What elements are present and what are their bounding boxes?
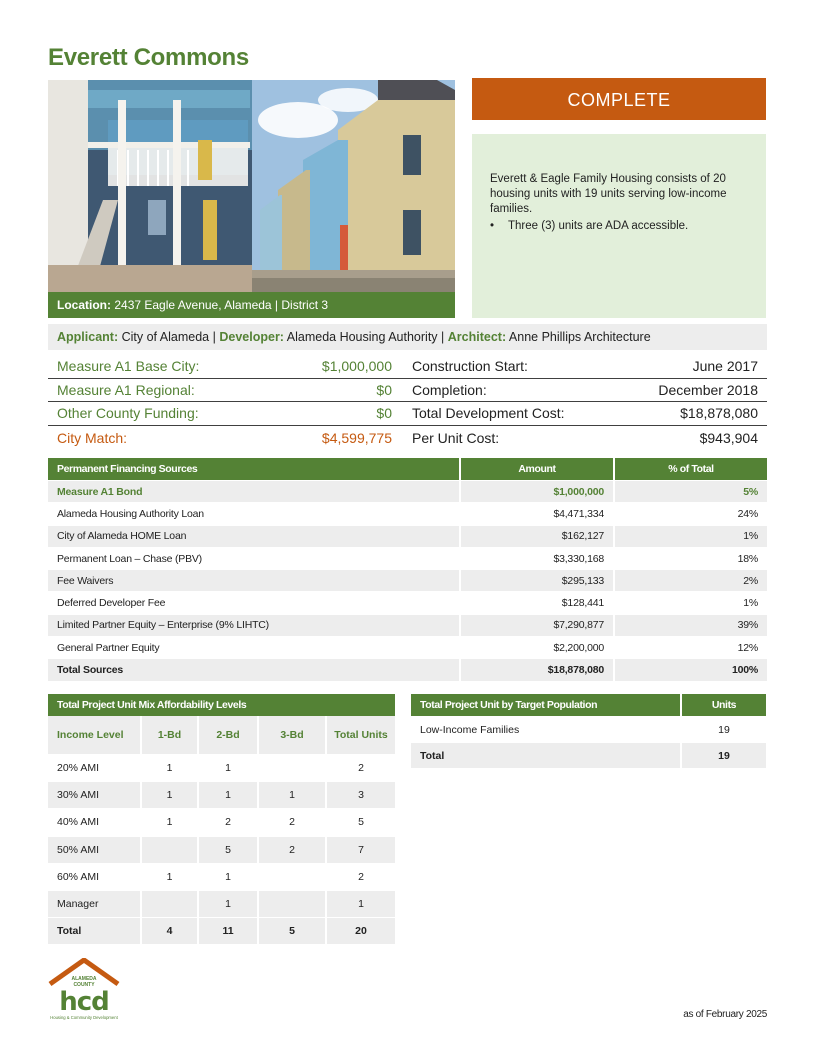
milestone-value: June 2017 (692, 358, 758, 374)
column-header: % of Total (614, 458, 767, 481)
financing-table (48, 458, 767, 681)
table-row (48, 503, 767, 525)
table-row (48, 863, 395, 890)
income-level-cell: 20% AMI (48, 755, 141, 782)
description-bullets (490, 219, 748, 234)
applicant-value: City of Alameda (121, 330, 210, 344)
percent-cell: 39% (614, 614, 767, 636)
table-row (48, 836, 395, 863)
unit-total-cell: 1 (326, 890, 395, 917)
source-cell: Permanent Loan – Chase (PBV) (48, 547, 460, 569)
column-header: Permanent Financing Sources (48, 458, 460, 481)
table-row (48, 614, 767, 636)
unit-mix-table (48, 694, 395, 944)
funding-label: Measure A1 Base City: (57, 358, 200, 374)
table-row (48, 525, 767, 547)
table-row (48, 782, 395, 809)
column-header: 1-Bd (141, 716, 198, 755)
unit-count-cell: 1 (198, 755, 258, 782)
unit-count-cell: 1 (141, 863, 198, 890)
unit-count-cell (141, 836, 198, 863)
percent-cell: 12% (614, 637, 767, 659)
location-label: Location: (57, 298, 111, 312)
funding-value: $1,000,000 (321, 358, 392, 374)
unit-count-cell: 5 (258, 918, 326, 945)
bullet-item: • Three (3) units are ADA accessible. (508, 219, 748, 234)
table-row (411, 717, 766, 743)
percent-cell: 18% (614, 547, 767, 569)
divider (48, 425, 767, 426)
percent-cell: 1% (614, 525, 767, 547)
table-row (48, 481, 767, 503)
source-cell: Fee Waivers (48, 570, 460, 592)
funding-label: Measure A1 Regional: (57, 382, 195, 398)
unit-total-cell: 3 (326, 782, 395, 809)
source-cell: Alameda Housing Authority Loan (48, 503, 460, 525)
income-level-cell: 50% AMI (48, 836, 141, 863)
hcd-logo (48, 958, 128, 1022)
unit-count-cell (141, 890, 198, 917)
table-row (48, 547, 767, 569)
income-level-cell: 30% AMI (48, 782, 141, 809)
column-header: Amount (460, 458, 614, 481)
unit-count-cell: 1 (141, 809, 198, 836)
source-cell: Limited Partner Equity – Enterprise (9% LIHTC) (48, 614, 460, 636)
unit-count-cell: 11 (198, 918, 258, 945)
amount-cell: $4,471,334 (460, 503, 614, 525)
income-level-cell: 40% AMI (48, 809, 141, 836)
architect-value: Anne Phillips Architecture (508, 330, 651, 344)
milestone-label: Completion: (412, 382, 487, 398)
total-row (48, 918, 395, 945)
milestone-label: Per Unit Cost: (412, 430, 500, 446)
income-level-cell: Total (48, 918, 141, 945)
unit-total-cell: 7 (326, 836, 395, 863)
funding-value: $0 (376, 405, 392, 421)
amount-cell: $162,127 (460, 525, 614, 547)
source-cell: Measure A1 Bond (48, 481, 460, 503)
description-text: Everett & Eagle Family Housing consists of 20 housing units with 19 units serving low-income families. (490, 173, 727, 215)
population-cell: Low-Income Families (411, 717, 681, 743)
unit-total-cell: 20 (326, 918, 395, 945)
source-cell: City of Alameda HOME Loan (48, 525, 460, 547)
applicant-label: Applicant: (57, 330, 119, 344)
table-row (48, 890, 395, 917)
amount-cell: $1,000,000 (460, 481, 614, 503)
unit-count-cell: 1 (141, 782, 198, 809)
milestone-label: Construction Start: (412, 358, 528, 374)
page-title: Everett Commons (48, 44, 249, 71)
target-population-table (411, 694, 766, 768)
milestone-value: December 2018 (658, 382, 758, 398)
amount-cell: $295,133 (460, 570, 614, 592)
funding-value: $0 (376, 382, 392, 398)
milestone-value: $943,904 (699, 430, 758, 446)
amount-cell: $3,330,168 (460, 547, 614, 569)
developer-value: Alameda Housing Authority (286, 330, 438, 344)
amount-cell: $2,200,000 (460, 637, 614, 659)
status-banner: COMPLETE (472, 78, 766, 120)
income-level-cell: Manager (48, 890, 141, 917)
source-cell: General Partner Equity (48, 637, 460, 659)
project-photo (48, 80, 455, 292)
unit-total-cell: 2 (326, 863, 395, 890)
unit-count-cell (258, 755, 326, 782)
funding-row (48, 355, 767, 378)
amount-cell: $128,441 (460, 592, 614, 614)
project-team-bar (48, 324, 767, 350)
column-header: 2-Bd (198, 716, 258, 755)
developer-label: Developer: (219, 330, 284, 344)
logo-text: COUNTY (73, 982, 95, 988)
units-cell: 19 (681, 743, 766, 769)
description-box (472, 134, 766, 318)
funding-label: Other County Funding: (57, 405, 199, 421)
milestone-label: Total Development Cost: (412, 405, 565, 421)
income-level-cell: 60% AMI (48, 863, 141, 890)
unit-count-cell: 2 (198, 809, 258, 836)
unit-count-cell: 1 (141, 755, 198, 782)
funding-value: $4,599,775 (321, 430, 392, 446)
logo-tagline: Housing & Community Development (50, 1015, 118, 1020)
amount-cell: $7,290,877 (460, 614, 614, 636)
unit-count-cell: 1 (258, 782, 326, 809)
unit-total-cell: 5 (326, 809, 395, 836)
total-row (411, 743, 766, 769)
unit-count-cell: 4 (141, 918, 198, 945)
column-header: Units (681, 694, 766, 717)
location-text: 2437 Eagle Avenue, Alameda | District 3 (114, 298, 329, 312)
table-row (48, 809, 395, 836)
total-row (48, 659, 767, 681)
unit-count-cell: 2 (258, 836, 326, 863)
funding-row (48, 379, 767, 402)
column-header: Total Units (326, 716, 395, 755)
amount-cell: $18,878,080 (460, 659, 614, 681)
table-row (48, 592, 767, 614)
column-header: Income Level (48, 716, 141, 755)
unit-total-cell: 2 (326, 755, 395, 782)
architect-label: Architect: (447, 330, 507, 344)
percent-cell: 2% (614, 570, 767, 592)
table-row (48, 755, 395, 782)
table-row (48, 570, 767, 592)
unit-count-cell: 1 (198, 890, 258, 917)
as-of-date: as of February 2025 (683, 1009, 767, 1020)
percent-cell: 1% (614, 592, 767, 614)
percent-cell: 5% (614, 481, 767, 503)
funding-row (48, 427, 767, 450)
source-cell: Total Sources (48, 659, 460, 681)
percent-cell: 24% (614, 503, 767, 525)
milestone-value: $18,878,080 (680, 405, 758, 421)
table-row (48, 637, 767, 659)
unit-count-cell: 1 (198, 782, 258, 809)
separator: | (212, 330, 216, 344)
separator: | (441, 330, 445, 344)
population-cell: Total (411, 743, 681, 769)
source-cell: Deferred Developer Fee (48, 592, 460, 614)
column-header: 3-Bd (258, 716, 326, 755)
location-bar (48, 292, 455, 318)
unit-count-cell: 5 (198, 836, 258, 863)
logo-text: ALAMEDA (71, 976, 97, 982)
table-title: Total Project Unit Mix Affordability Levels (48, 694, 395, 716)
unit-count-cell (258, 863, 326, 890)
percent-cell: 100% (614, 659, 767, 681)
unit-count-cell: 2 (258, 809, 326, 836)
funding-row (48, 402, 767, 425)
logo-mark: hcd (59, 987, 109, 1017)
unit-count-cell: 1 (198, 863, 258, 890)
unit-count-cell (258, 890, 326, 917)
column-header: Total Project Unit by Target Population (411, 694, 681, 717)
funding-label: City Match: (57, 430, 128, 446)
units-cell: 19 (681, 717, 766, 743)
